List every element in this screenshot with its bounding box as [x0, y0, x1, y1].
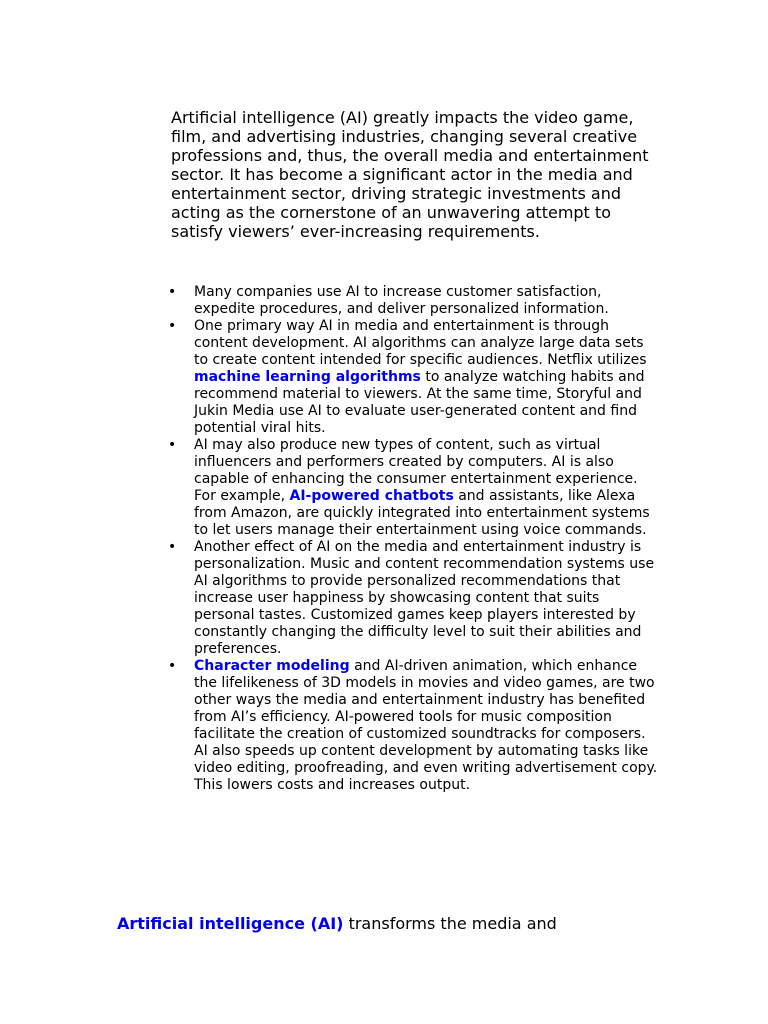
bullet-text: to analyze watching habits and recommend material to viewers. At the same time, Storyful and Jukin Media use AI to evaluate user-generated content and find potential viral hits.	[194, 369, 645, 436]
character-modeling-link[interactable]: Character modeling	[194, 658, 350, 674]
machine-learning-algorithms-link[interactable]: machine learning algorithms	[194, 369, 421, 385]
artificial-intelligence-link[interactable]: Artificial intelligence (AI)	[117, 914, 344, 933]
bullet-icon: •	[168, 658, 177, 674]
bullet-icon: •	[168, 318, 177, 334]
list-item	[168, 318, 658, 437]
bullet-icon: •	[168, 437, 177, 453]
bullet-list	[168, 284, 658, 794]
bullet-text: Another effect of AI on the media and entertainment industry is personalization. Music and content recommendation systems use AI algorithms to provide personalized recommendations that increase user happiness by showcasing content that suits personal tastes. Customized games keep players interested by constantly changing the difficulty level to suit their abilities and preferences.	[194, 539, 655, 657]
closing-paragraph	[117, 914, 677, 934]
list-item	[168, 437, 658, 539]
bullet-text: Many companies use AI to increase customer satisfaction, expedite procedures, and deliver personalized information.	[194, 284, 609, 317]
bullet-icon: •	[168, 539, 177, 555]
bullet-text: and AI-driven animation, which enhance the lifelikeness of 3D models in movies and video games, are two other ways the media and entertainment industry has benefited from AI’s efficiency. AI-powered tools for music composition facilitate the creation of customized soundtracks for composers. AI also speeds up content development by automating tasks like video editing, proofreading, and even writing advertisement copy. This lowers costs and increases output.	[194, 658, 658, 793]
bullet-text: AI may also produce new types of content, such as virtual influencers and performers created by computers. AI is also capable of enhancing the consumer entertainment experience. For example,	[194, 437, 638, 504]
closing-text: transforms the media and	[343, 914, 557, 933]
list-item	[168, 284, 658, 318]
ai-powered-chatbots-link[interactable]: AI-powered chatbots	[289, 488, 454, 504]
bullet-text: and assistants, like Alexa from Amazon, are quickly integrated into entertainment systems to let users manage their entertainment using voice commands.	[194, 488, 650, 538]
list-item	[168, 658, 658, 794]
bullet-text: One primary way AI in media and entertainment is through content development. AI algorithms can analyze large data sets to create content intended for specific audiences. Netflix utilizes	[194, 318, 647, 368]
intro-paragraph: Artificial intelligence (AI) greatly impacts the video game, film, and advertising industries, changing several creative professions and, thus, the overall media and entertainment sector. It has become a significant actor in the media and entertainment sector, driving strategic investments and acting as the cornerstone of an unwavering attempt to satisfy viewers’ ever-increasing requirements.	[171, 108, 649, 241]
list-item	[168, 539, 658, 658]
bullet-icon: •	[168, 284, 177, 300]
